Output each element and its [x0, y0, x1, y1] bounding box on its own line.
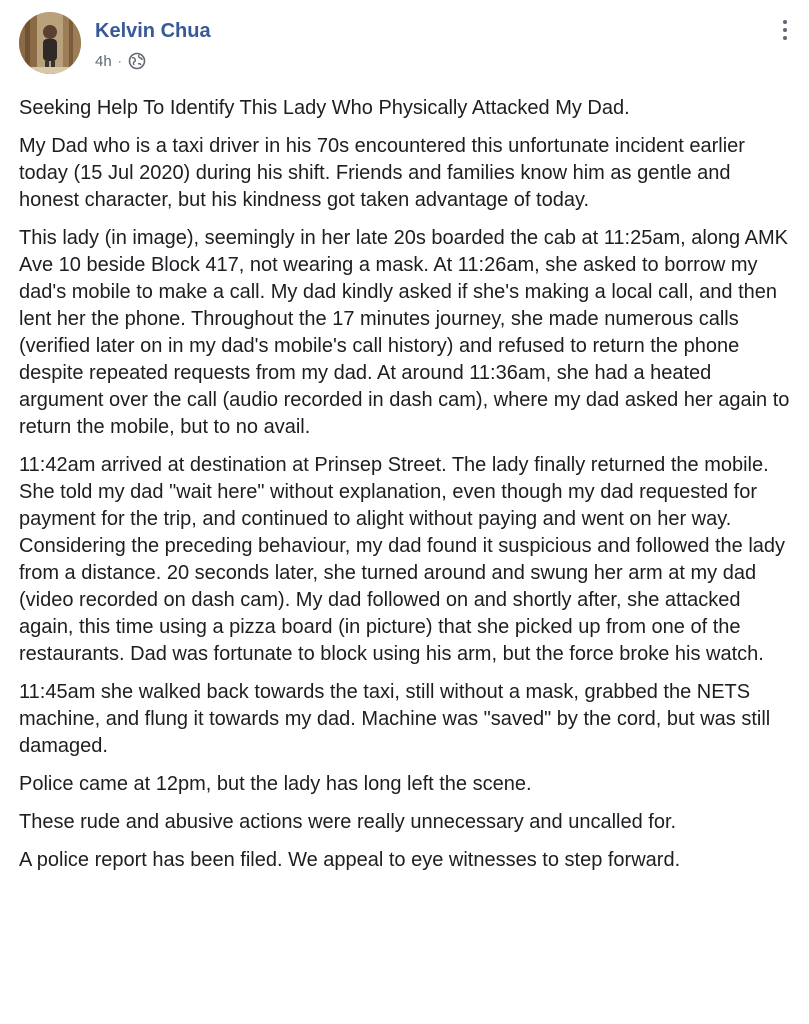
- more-dot: [783, 20, 787, 24]
- meta-separator: ·: [117, 54, 122, 68]
- author-name[interactable]: Kelvin Chua: [95, 20, 211, 42]
- post-paragraph: Seeking Help To Identify This Lady Who Physically Attacked My Dad.: [19, 97, 630, 119]
- globe-icon[interactable]: [128, 52, 146, 70]
- post-paragraph: A police report has been filed. We appeal to eye witnesses to step forward.: [19, 849, 681, 871]
- post-paragraph: 11:42am arrived at destination at Prinsep Street. The lady finally returned the mobile. She told my dad "wait here" without explanation, even though my dad requested for payment for the trip, and continued to alight without paying and went on her way. Considering the preceding behaviour, my dad found it suspicious and followed the lady from a distance. 20 seconds later, she turned around and swung her arm at my dad (video recorded on dash cam). My dad followed on and shortly after, she attacked again, this time using a pizza board (in picture) that she picked up from one of the restaurants. Dad was fortunate to block using his arm, but the force broke his watch.: [19, 454, 786, 665]
- timestamp[interactable]: 4h: [95, 52, 112, 70]
- post-paragraph: Police came at 12pm, but the lady has long left the scene.: [19, 773, 532, 795]
- more-dot: [783, 36, 787, 40]
- post-paragraph: My Dad who is a taxi driver in his 70s encountered this unfortunate incident earlier today (15 Jul 2020) during his shift. Friends and families know him as gentle and honest character, but his kindness got taken advantage of today.: [19, 135, 745, 211]
- post-meta: [95, 52, 146, 70]
- post-paragraph: 11:45am she walked back towards the taxi, still without a mask, grabbed the NETS machine, and flung it towards my dad. Machine was "saved" by the cord, but was still damaged.: [19, 681, 771, 757]
- post-paragraph: These rude and abusive actions were really unnecessary and uncalled for.: [19, 811, 677, 833]
- post-header: [19, 12, 799, 82]
- more-options-icon[interactable]: [771, 16, 799, 44]
- post-paragraph: This lady (in image), seemingly in her late 20s boarded the cab at 11:25am, along AMK Ave 10 beside Block 417, not wearing a mask. At 11:26am, she asked to borrow my dad's mobile to make a call. My dad kindly asked if she's making a local call, and then lent her the phone. Throughout the 17 minutes journey, she made numerous calls (verified later on in my dad's mobile's call history) and refused to return the phone despite repeated requests from my dad. At around 11:36am, she had a heated argument over the call (audio recorded in dash cam), where my dad asked her again to return the mobile, but to no avail.: [19, 227, 790, 438]
- more-dot: [783, 28, 787, 32]
- avatar[interactable]: [19, 12, 81, 74]
- post-body: [19, 95, 794, 885]
